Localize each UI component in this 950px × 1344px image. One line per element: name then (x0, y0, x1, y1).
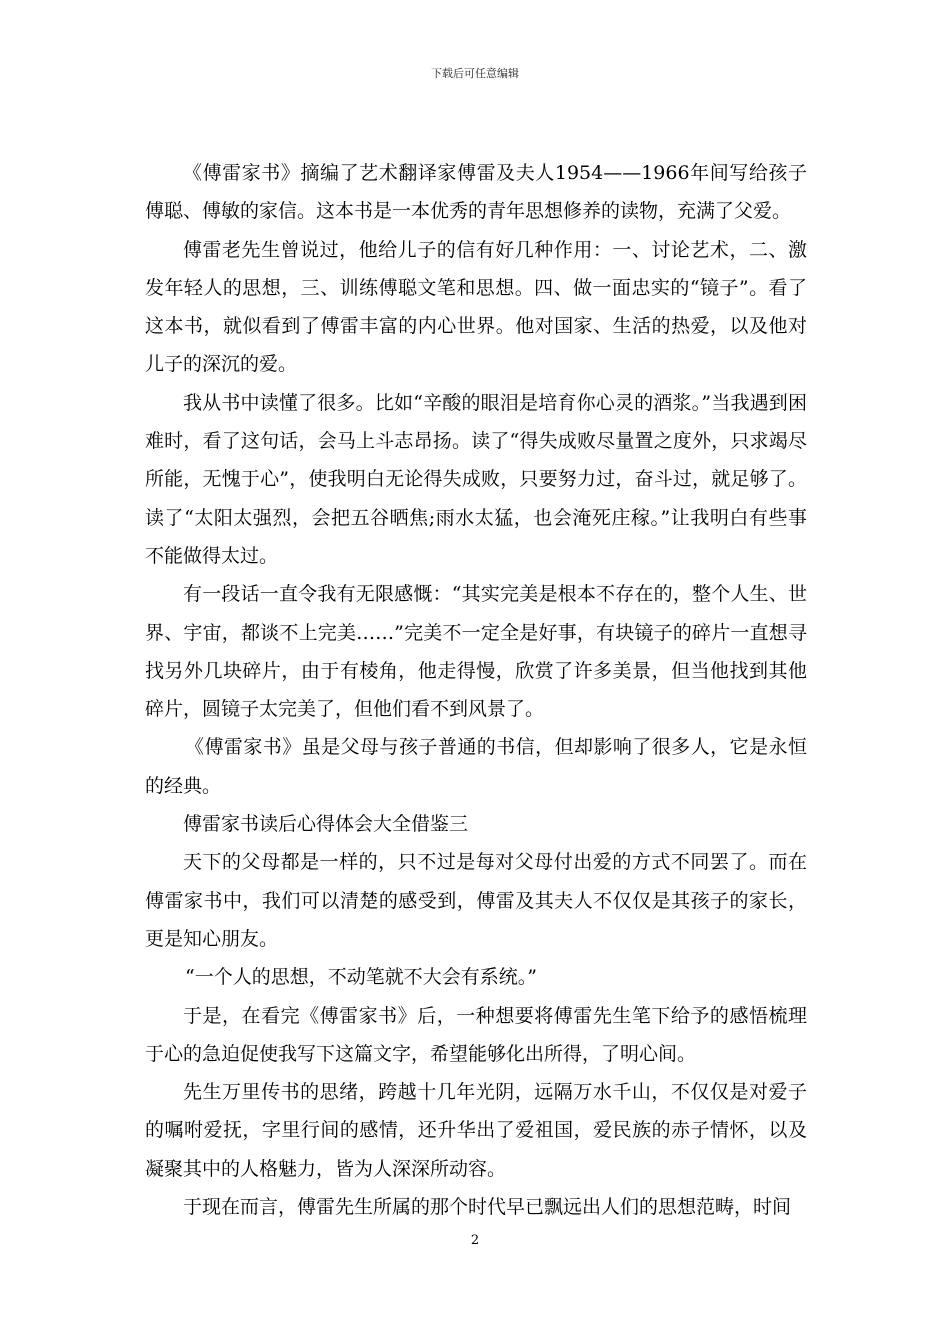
paragraph-intro: 《傅雷家书》摘编了艺术翻译家傅雷及夫人1954——1966年间写给孩子傅聪、傅敏的家信。这本书是一本优秀的青年思想修养的读物，充满了父爱。 (145, 162, 807, 223)
paragraph-motivation: 于是，在看完《傅雷家书》后，一种想要将傅雷先生笔下给予的感悟梳理于心的急迫促使我写下这篇文字，希望能够化出所得，了明心间。 (145, 1004, 807, 1065)
paragraph-letters-emotion: 先生万里传书的思绪，跨越十几年光阴，远隔万水千山，不仅仅是对爱子的嘱咐爱抚，字里行间的感情，还升华出了爱祖国，爱民族的赤子情怀，以及凝聚其中的人格魅力，皆为人深深所动容。 (145, 1081, 807, 1180)
paragraph-present-day: 于现在而言，傅雷先生所属的那个时代早已飘远出人们的思想范畴，时间 (183, 1196, 792, 1219)
paragraph-quote-thinking: “一个人的思想，不动笔就不大会有系统。” (185, 966, 537, 989)
document-body (145, 154, 807, 1226)
section-heading: 傅雷家书读后心得体会大全借鉴三 (183, 813, 469, 836)
page-header: 下载后可任意编辑 (431, 67, 519, 80)
paragraph-quotes: 我从书中读懂了很多。比如“辛酸的眼泪是培育你心灵的酒浆。”当我遇到困难时，看了这句话，会马上斗志昂扬。读了“得失成败尽量置之度外，只求竭尽所能，无愧于心”，使我明白无论得失成败，只要努力过，奋斗过，就足够了。读了“太阳太强烈，会把五谷晒焦;雨水太猛，也会淹死庄稼。”让我明白有些事不能做得太过。 (145, 391, 807, 567)
paragraph-parents: 天下的父母都是一样的，只不过是每对父母付出爱的方式不同罢了。而在傅雷家书中，我们可以清楚的感受到，傅雷及其夫人不仅仅是其孩子的家长，更是知心朋友。 (145, 851, 807, 950)
paragraph-letter-purposes: 傅雷老先生曾说过，他给儿子的信有好几种作用：一、讨论艺术，二、激发年轻人的思想，三、训练傅聪文笔和思想。四、做一面忠实的“镜子”。看了这本书，就似看到了傅雷丰富的内心世界。他对国家、生活的热爱，以及他对儿子的深沉的爱。 (145, 238, 807, 376)
paragraph-classic: 《傅雷家书》虽是父母与孩子普通的书信，但却影响了很多人，它是永恒的经典。 (145, 736, 807, 797)
paragraph-perfection: 有一段话一直令我有无限感慨：“其实完美是根本不存在的，整个人生、世界、宇宙，都谈不上完美……”完美不一定全是好事，有块镜子的碎片一直想寻找另外几块碎片，由于有棱角，他走得慢，欣赏了许多美景，但当他找到其他碎片，圆镜子太完美了，但他们看不到风景了。 (145, 583, 807, 721)
page-number: 2 (470, 1233, 480, 1248)
